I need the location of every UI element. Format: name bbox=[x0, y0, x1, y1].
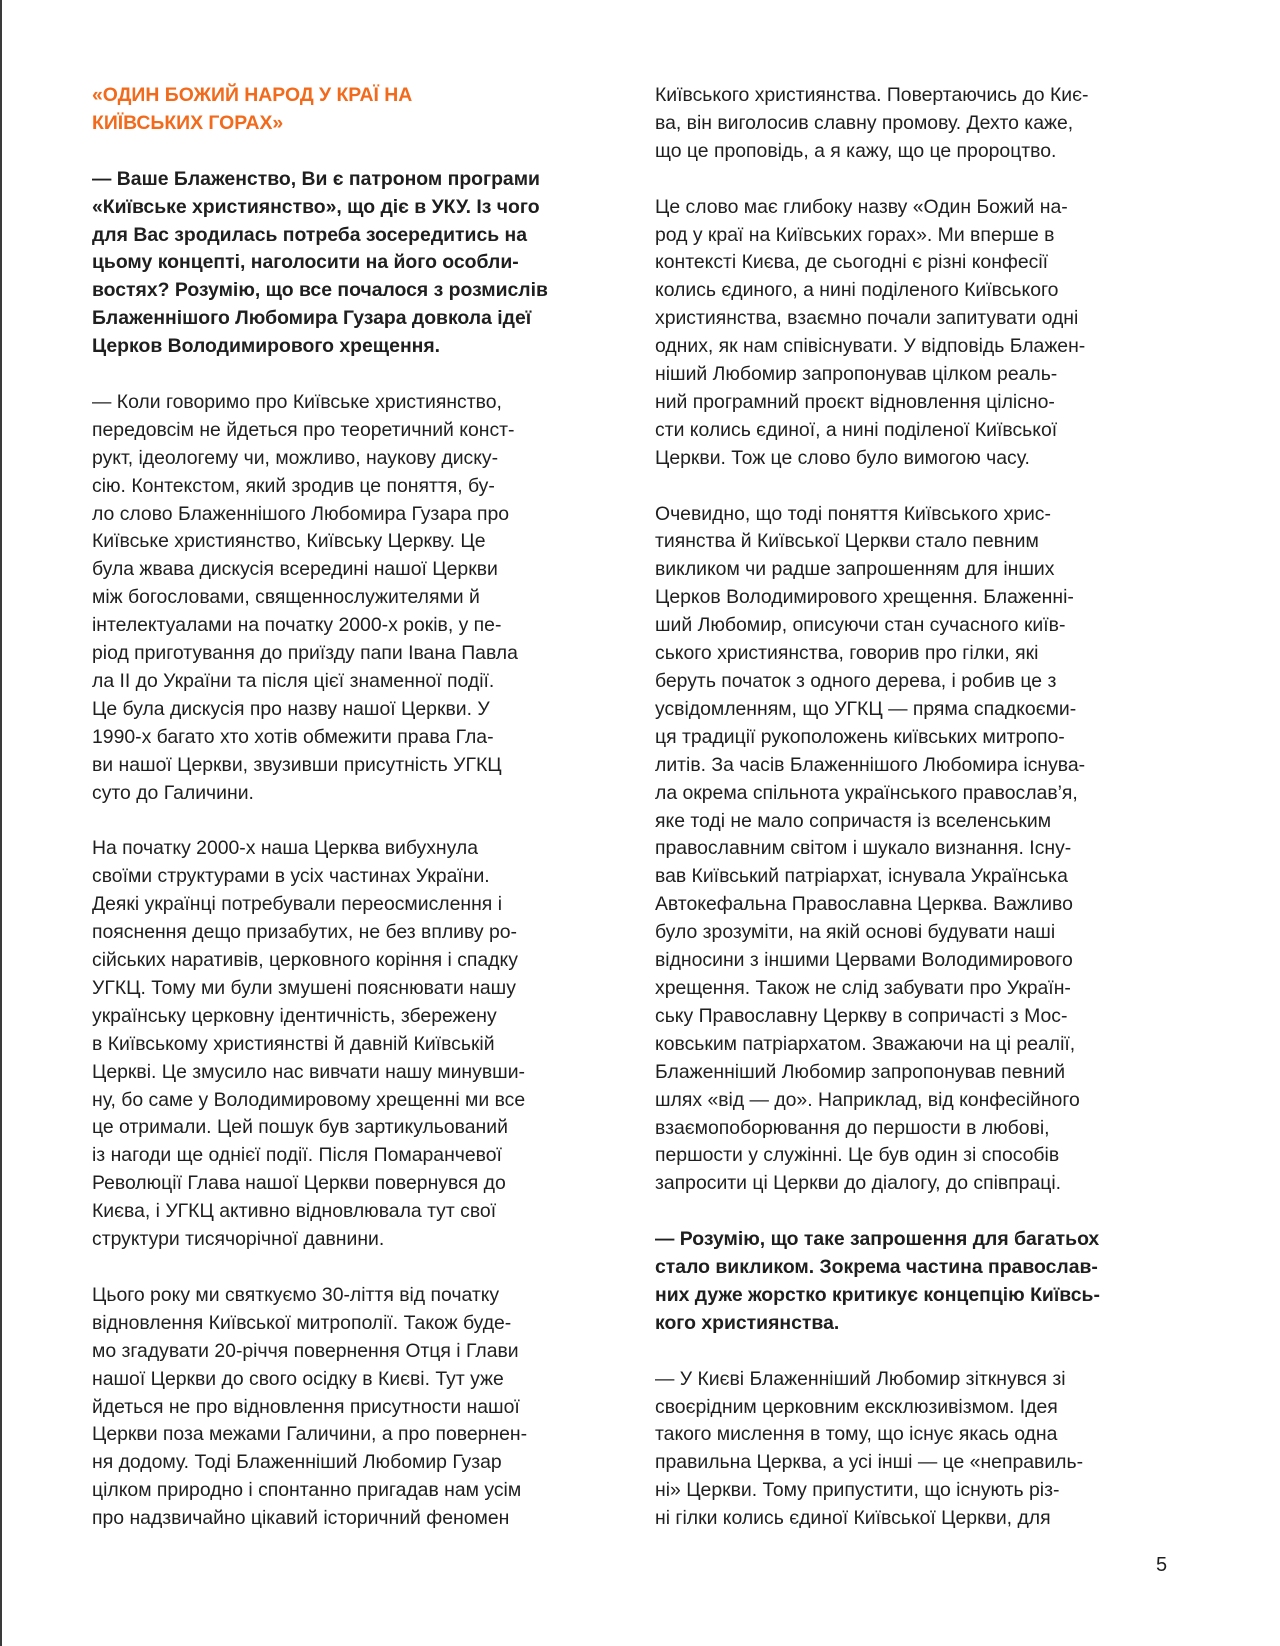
text-line: ріод приготування до приїзду папи Івана Павла bbox=[92, 642, 518, 665]
text-line: тиянства й Київської Церкви стало певним bbox=[655, 530, 1039, 553]
text-line: ла II до України та після цієї знаменної події. bbox=[92, 670, 495, 692]
text-line: Церкви поза межами Галичини, а про повернен- bbox=[92, 1423, 528, 1446]
text-line: Блаженніший Любомир запропонував певний bbox=[655, 1060, 1066, 1083]
interview-question bbox=[92, 166, 580, 361]
interview-question bbox=[655, 1226, 1143, 1338]
text-line: була жвава дискусія всередині нашої Церкви bbox=[92, 558, 498, 581]
text-line: про надзвичайно цікавий історичний феномен bbox=[92, 1507, 510, 1530]
text-line: род у краї на Київських горах». Ми вперше в bbox=[655, 223, 1055, 246]
text-line: ського християнства, говорив про гілки, які bbox=[655, 642, 1039, 665]
text-line: УГКЦ. Тому ми були змушені пояснювати нашу bbox=[92, 976, 516, 999]
interview-paragraph bbox=[655, 194, 1143, 473]
heading-line: «ОДИН БОЖИЙ НАРОД У КРАЇ НА bbox=[92, 84, 413, 106]
text-line: інтелектуалами на початку 2000-х років, у пе- bbox=[92, 614, 502, 637]
left-paragraphs bbox=[92, 166, 580, 1533]
text-line: Це була дискусія про назву нашої Церкви. У bbox=[92, 697, 490, 720]
text-line: ця традиції рукоположень київських митропо- bbox=[655, 725, 1065, 748]
text-line: — Ваше Блаженство, Ви є патроном програми bbox=[92, 167, 540, 190]
text-line: сійських наративів, церковного коріння і спадку bbox=[92, 949, 518, 972]
text-line: своєрідним церковним ексклюзивізмом. Ідея bbox=[655, 1395, 1058, 1418]
text-line: викликом чи радше запрошенням для інших bbox=[655, 558, 1055, 581]
text-line: Церкви. Тож це слово було вимогою часу. bbox=[655, 446, 1030, 469]
text-line: мо згадувати 20-річчя повернення Отця і Глави bbox=[92, 1339, 519, 1362]
interview-paragraph bbox=[655, 1366, 1143, 1533]
left-column bbox=[92, 82, 580, 1533]
text-line: сти колись єдиної, а нині поділеної Київської bbox=[655, 418, 1058, 441]
text-line: цьому концепті, наголосити на його особли- bbox=[92, 251, 519, 274]
text-line: ніший Любомир запропонував цілком реаль- bbox=[655, 363, 1058, 386]
text-line: ську Православну Церкву в сопричасті з Мос- bbox=[655, 1004, 1068, 1027]
text-line: 1990-х багато хто хотів обмежити права Гла- bbox=[92, 725, 494, 748]
text-line: структури тисячорічної давнини. bbox=[92, 1228, 385, 1251]
text-line: із нагоди ще однієї події. Після Помаранчевої bbox=[92, 1144, 502, 1167]
text-line: ну, бо саме у Володимировому хрещенні ми все bbox=[92, 1088, 526, 1111]
text-line: ва, він виголосив славну промову. Дехто каже, bbox=[655, 111, 1074, 134]
text-line: Церкві. Це змусило нас вивчати нашу минувши- bbox=[92, 1060, 525, 1083]
interview-paragraph bbox=[655, 82, 1143, 166]
text-line: одних, як нам співіснувати. У відповідь Блажен- bbox=[655, 335, 1086, 358]
text-line: шлях «від — до». Наприклад, від конфесійного bbox=[655, 1088, 1080, 1111]
text-line: ковським патріархатом. Зважаючи на ці реалії, bbox=[655, 1032, 1076, 1055]
text-line: ні гілки колись єдиної Київської Церкви, для bbox=[655, 1507, 1051, 1530]
text-line: ний програмний проєкт відновлення цілісно- bbox=[655, 390, 1055, 413]
text-line: було зрозуміти, на якій основі будувати наші bbox=[655, 921, 1056, 944]
text-line: рукт, ідеологему чи, можливо, наукову диску- bbox=[92, 446, 499, 469]
text-line: Цього року ми святкуємо 30-ліття від початку bbox=[92, 1283, 500, 1306]
section-heading bbox=[92, 82, 580, 138]
text-line: Київське християнство, Київську Церкву. Це bbox=[92, 530, 486, 553]
text-line: «Київське християнство», що діє в УКУ. Із чого bbox=[92, 195, 540, 218]
text-line: востях? Розумію, що все почалося з розмислів bbox=[92, 279, 548, 302]
text-line: ло слово Блаженнішого Любомира Гузара про bbox=[92, 502, 510, 525]
text-line: в Київському християнстві й давній Київській bbox=[92, 1032, 495, 1055]
right-column bbox=[655, 82, 1143, 1533]
text-line: ший Любомир, описуючи стан сучасного київ- bbox=[655, 614, 1066, 637]
text-line: Революції Глава нашої Церкви повернувся до bbox=[92, 1172, 506, 1195]
text-line: Київського християнства. Повертаючись до Киє- bbox=[655, 84, 1089, 106]
text-line: Очевидно, що тоді поняття Київського хрис- bbox=[655, 502, 1051, 525]
text-line: пояснення дещо призабутих, не без впливу ро- bbox=[92, 921, 517, 944]
interview-paragraph bbox=[92, 835, 580, 1254]
interview-paragraph bbox=[92, 389, 580, 808]
text-line: православним світом і шукало визнання. Існу- bbox=[655, 837, 1072, 860]
page-edge bbox=[0, 0, 2, 1646]
text-line: — Коли говоримо про Київське християнство, bbox=[92, 390, 502, 413]
text-line: відносини з іншими Цервами Володимирового bbox=[655, 949, 1073, 972]
text-line: взаємопоборювання до першости в любові, bbox=[655, 1116, 1050, 1139]
text-line: що це проповідь, а я кажу, що це пророцтво. bbox=[655, 139, 1057, 162]
text-line: цілком природно і спонтанно пригадав нам усім bbox=[92, 1479, 522, 1502]
text-line: українську церковну ідентичність, збережену bbox=[92, 1004, 497, 1027]
text-line: кого християнства. bbox=[655, 1311, 840, 1334]
text-line: литів. За часів Блаженнішого Любомира існува- bbox=[655, 753, 1086, 776]
text-line: Церков Володимирового хрещення. bbox=[92, 335, 441, 358]
text-line: ви нашої Церкви, звузивши присутність УГКЦ bbox=[92, 753, 502, 776]
heading-line: КИЇВСЬКИХ ГОРАХ» bbox=[92, 111, 284, 134]
text-line: Автокефальна Православна Церква. Важливо bbox=[655, 893, 1073, 916]
text-line: Блаженнішого Любомира Гузара довкола ідеї bbox=[92, 307, 532, 330]
interview-paragraph bbox=[655, 501, 1143, 1199]
text-line: відновлення Київської митрополії. Також буде- bbox=[92, 1311, 512, 1334]
text-line: йдеться не про відновлення присутности нашої bbox=[92, 1395, 520, 1418]
text-line: Церков Володимирового хрещення. Блаженні- bbox=[655, 586, 1074, 609]
text-line: усвідомленням, що УГКЦ — пряма спадкоєми- bbox=[655, 697, 1077, 720]
text-line: передовсім не йдеться про теоретичний конст- bbox=[92, 418, 515, 441]
text-line: стало викликом. Зокрема частина православ- bbox=[655, 1256, 1098, 1279]
page-number: 5 bbox=[1156, 1554, 1168, 1576]
text-line: запросити ці Церкви до діалогу, до співпраці. bbox=[655, 1172, 1062, 1195]
text-line: такого мислення в тому, що існує якась одна bbox=[655, 1423, 1058, 1446]
text-line: це отримали. Цей пошук був зартикульований bbox=[92, 1116, 508, 1139]
text-line: яке тоді не мало сопричастя із вселенським bbox=[655, 809, 1052, 832]
text-line: суто до Галичини. bbox=[92, 781, 254, 804]
text-line: нашої Церкви до свого осідку в Києві. Тут уже bbox=[92, 1367, 504, 1390]
text-line: Деякі українці потребували переосмислення і bbox=[92, 893, 503, 916]
text-line: ня додому. Тоді Блаженніший Любомир Гузар bbox=[92, 1451, 502, 1474]
text-line: ла окрема спільнота українського православ’я, bbox=[655, 781, 1078, 804]
text-line: контексті Києва, де сьогодні є різні конфесії bbox=[655, 251, 1049, 274]
text-line: Це слово має глибоку назву «Один Божий на- bbox=[655, 195, 1068, 218]
text-line: Києва, і УГКЦ активно відновлювала тут свої bbox=[92, 1200, 497, 1223]
text-line: між богословами, священнослужителями й bbox=[92, 586, 480, 609]
right-paragraphs bbox=[655, 82, 1143, 1533]
text-line: — Розумію, що таке запрошення для багатьох bbox=[655, 1228, 1100, 1251]
text-line: На початку 2000-х наша Церква вибухнула bbox=[92, 837, 478, 860]
text-line: беруть початок з одного дерева, і робив це з bbox=[655, 670, 1057, 692]
text-line: них дуже жорстко критикує концепцію Київсь- bbox=[655, 1283, 1100, 1306]
interview-paragraph bbox=[92, 1282, 580, 1533]
text-line: вав Київський патріархат, існувала Українська bbox=[655, 865, 1068, 888]
text-line: хрещення. Також не слід забувати про Україн- bbox=[655, 976, 1071, 999]
text-line: колись єдиного, а нині поділеного Київського bbox=[655, 279, 1059, 302]
text-line: ні» Церкви. Тому припустити, що існують різ- bbox=[655, 1479, 1060, 1502]
text-line: для Вас зродилась потреба зосередитись на bbox=[92, 223, 528, 246]
text-line: своїми структурами в усіх частинах України. bbox=[92, 865, 490, 888]
text-line: сію. Контекстом, який зродив це поняття, бу- bbox=[92, 474, 495, 497]
text-line: християнства, взаємно почали запитувати одні bbox=[655, 307, 1079, 330]
text-line: першости у служінні. Це був один зі способів bbox=[655, 1144, 1060, 1167]
text-line: — У Києві Блаженніший Любомир зіткнувся зі bbox=[655, 1367, 1066, 1390]
text-line: правильна Церква, а усі інші — це «неправиль- bbox=[655, 1451, 1084, 1474]
